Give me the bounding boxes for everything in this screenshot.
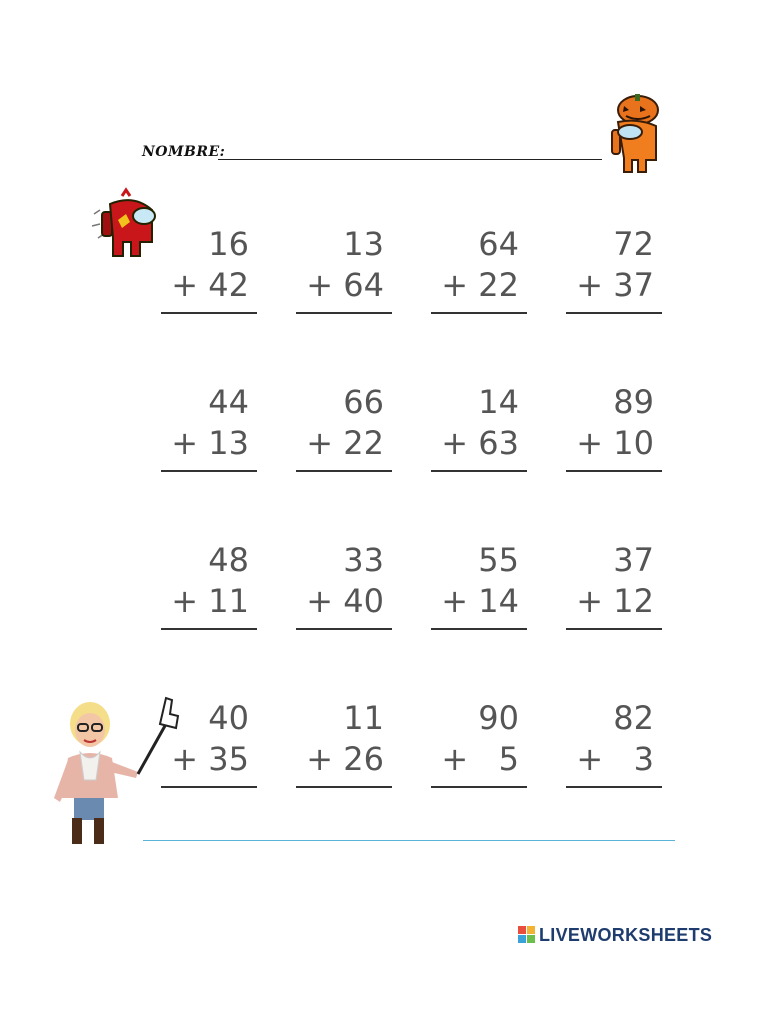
- problem-top-number: 11: [343, 699, 384, 737]
- problem-bottom-addend: + 35: [171, 740, 249, 778]
- answer-bar[interactable]: [566, 786, 662, 788]
- problem-top-number: 82: [613, 699, 654, 737]
- problem-bottom-addend: + 11: [171, 582, 249, 620]
- problem-top-number: 16: [208, 225, 249, 263]
- problem-top-number: 48: [208, 541, 249, 579]
- problem-top-number: 55: [478, 541, 519, 579]
- answer-bar[interactable]: [296, 312, 392, 314]
- answer-bar[interactable]: [431, 786, 527, 788]
- name-input-line[interactable]: [218, 159, 602, 160]
- answer-bar[interactable]: [161, 628, 257, 630]
- red-crewmate-icon: [88, 186, 168, 266]
- problem-bottom-addend: + 13: [171, 424, 249, 462]
- problem-top-number: 13: [343, 225, 384, 263]
- problem-12: [566, 541, 662, 636]
- problem-14: [296, 699, 392, 794]
- answer-bar[interactable]: [566, 470, 662, 472]
- problem-bottom-addend: + 22: [441, 266, 519, 304]
- problem-bottom-addend: + 63: [441, 424, 519, 462]
- problem-bottom-addend: + 37: [576, 266, 654, 304]
- problem-top-number: 33: [343, 541, 384, 579]
- problem-top-number: 44: [208, 383, 249, 421]
- problem-15: [431, 699, 527, 794]
- problem-5: [161, 383, 257, 478]
- problem-11: [431, 541, 527, 636]
- liveworksheets-logo-icon: [518, 926, 536, 944]
- problem-top-number: 64: [478, 225, 519, 263]
- answer-bar[interactable]: [566, 628, 662, 630]
- problem-3: [431, 225, 527, 320]
- problem-bottom-addend: + 3: [576, 740, 654, 778]
- problem-6: [296, 383, 392, 478]
- answer-bar[interactable]: [566, 312, 662, 314]
- problem-top-number: 89: [613, 383, 654, 421]
- answer-bar[interactable]: [296, 628, 392, 630]
- problem-top-number: 72: [613, 225, 654, 263]
- problem-top-number: 66: [343, 383, 384, 421]
- answer-bar[interactable]: [431, 470, 527, 472]
- problem-16: [566, 699, 662, 794]
- problem-bottom-addend: + 10: [576, 424, 654, 462]
- problem-10: [296, 541, 392, 636]
- answer-line[interactable]: [143, 840, 675, 841]
- problem-7: [431, 383, 527, 478]
- problem-9: [161, 541, 257, 636]
- problem-2: [296, 225, 392, 320]
- problem-top-number: 37: [613, 541, 654, 579]
- problem-bottom-addend: + 40: [306, 582, 384, 620]
- name-row: [142, 140, 602, 164]
- problem-bottom-addend: + 42: [171, 266, 249, 304]
- problem-bottom-addend: + 5: [441, 740, 519, 778]
- problem-top-number: 40: [208, 699, 249, 737]
- problem-8: [566, 383, 662, 478]
- logo-text: LIVEWORKSHEETS: [539, 924, 713, 945]
- problem-1: [161, 225, 257, 320]
- pumpkin-crewmate-icon: [604, 92, 666, 184]
- problem-bottom-addend: + 26: [306, 740, 384, 778]
- answer-bar[interactable]: [431, 312, 527, 314]
- name-label: NOMBRE:: [142, 144, 226, 160]
- problem-bottom-addend: + 12: [576, 582, 654, 620]
- answer-bar[interactable]: [161, 312, 257, 314]
- problem-bottom-addend: + 22: [306, 424, 384, 462]
- liveworksheets-logo: [518, 924, 712, 946]
- teacher-avatar-icon: [46, 694, 186, 850]
- answer-bar[interactable]: [296, 786, 392, 788]
- problem-top-number: 90: [478, 699, 519, 737]
- answer-bar[interactable]: [161, 470, 257, 472]
- answer-bar[interactable]: [431, 628, 527, 630]
- problem-bottom-addend: + 64: [306, 266, 384, 304]
- problem-top-number: 14: [478, 383, 519, 421]
- problem-4: [566, 225, 662, 320]
- problem-bottom-addend: + 14: [441, 582, 519, 620]
- answer-bar[interactable]: [296, 470, 392, 472]
